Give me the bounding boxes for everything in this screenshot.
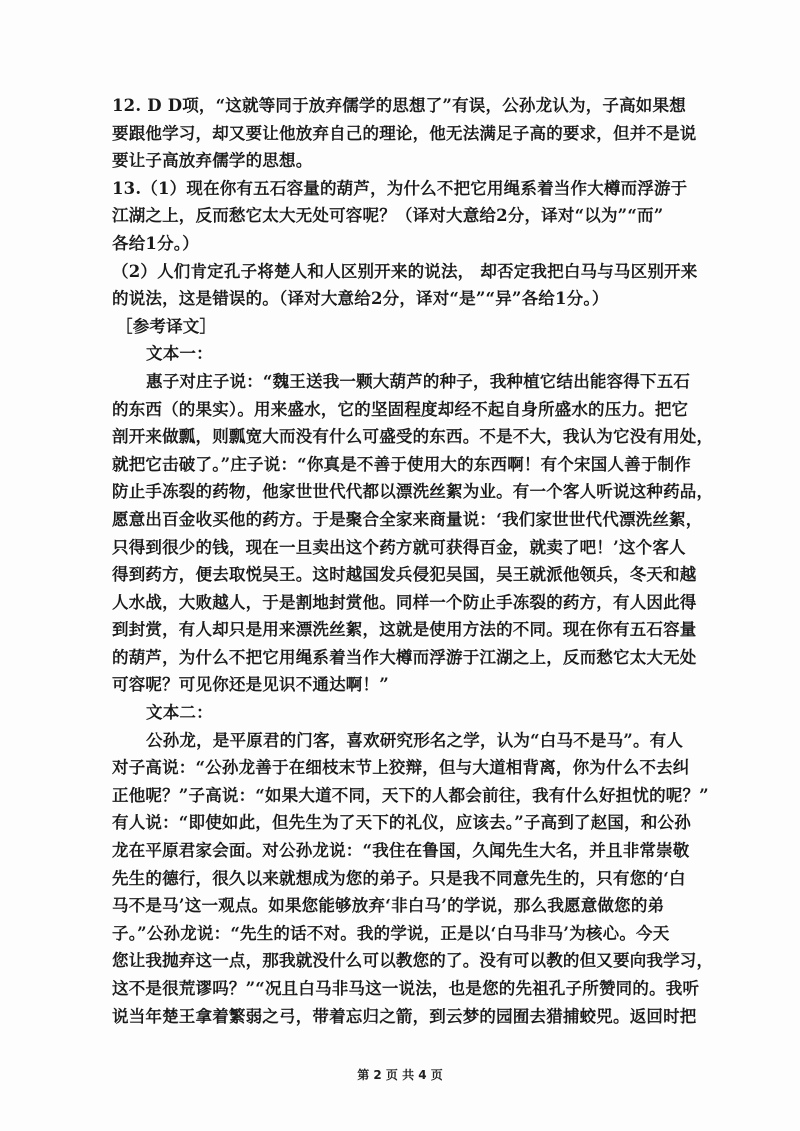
text-one-line-9: 人水战，大败越人，于是割地封赏他。同样一个防止手冻裂的药方，有人因此得	[112, 592, 697, 612]
text-one-line-7: 只得到很少的钱，现在一旦卖出这个药方就可获得百金，就卖了吧！’这个客人	[112, 537, 686, 557]
q13-part2-line-2: 的说法，这是错误的。（译对大意给2分，译对“是”“异”各给1分。）	[112, 289, 609, 309]
q13-part2-line-1: （2）人们肯定孔子将楚人和人区别开来的说法， 却否定我把白马与马区别开来	[112, 261, 698, 281]
text-one-line-4: 就把它击破了。”庄子说：“你真是不善于使用大的东西啊！有个宋国人善于制作	[112, 454, 691, 474]
text-one-line-11: 的葫芦，为什么不把它用绳系着当作大樽而浮游于江湖之上，反而愁它太大无处	[112, 647, 697, 667]
text-two-line-5: 龙在平原君家会面。对公孙龙说：“我住在鲁国，久闻先生大名，并且非常崇敬	[112, 841, 690, 861]
text-two-line-7: 马不是马’这一观点。如果您能够放弃‘非白马’的学说，那么我愿意做您的弟	[112, 896, 665, 916]
q13-line-3: 各给1分。）	[112, 233, 199, 253]
text-two-line-2: 对子高说：“公孙龙善于在细枝末节上狡辩，但与大道相背离，你为什么不去纠	[112, 758, 690, 778]
text-two-line-8: 子。”公孙龙说：“先生的话不对。我的学说，正是以‘白马非马’为核心。今天	[112, 923, 670, 943]
text-one-line-1: 惠子对庄子说：“魏王送我一颗大葫芦的种子，我种植它结出能容得下五石	[146, 371, 691, 391]
text-one-line-8: 得到药方，便去取悦吴王。这时越国发兵侵犯吴国，吴王就派他领兵，冬天和越	[112, 565, 697, 585]
text-two-heading: 文本二：	[146, 703, 213, 723]
page-number-footer: 第 2 页 共 4 页	[357, 1068, 443, 1082]
q13-line-1: 13.（1）现在你有五石容量的葫芦，为什么不把它用绳系着当作大樽而浮游于	[112, 178, 688, 198]
q12-line-1: 12. D D项，“这就等同于放弃儒学的思想了”有误，公孙龙认为，子高如果想	[112, 96, 686, 115]
text-one-line-6: 愿意出百金收买他的药方。于是聚合全家来商量说：‘我们家世世代代漂洗丝絮，	[112, 509, 703, 529]
q13-line-2: 江湖之上，反而愁它太大无处可容呢？（译对大意给2分，译对“以为”“而”	[112, 206, 664, 226]
text-one-line-12: 可容呢？可见你还是见识不通达啊！”	[112, 675, 389, 695]
text-one-line-2: 的东西（的果实）。用来盛水，它的坚固程度却经不起自身所盛水的压力。把它	[112, 399, 689, 419]
text-two-line-3: 正他呢？”子高说：“如果大道不同，天下的人都会前往，我有什么好担忧的呢？”	[112, 785, 709, 805]
reference-translation-heading: ［参考译文］	[116, 316, 217, 336]
text-one-line-5: 防止手冻裂的药物，他家世世代代都以漂洗丝絮为业。有一个客人听说这种药品，	[112, 482, 714, 502]
answer-content	[112, 92, 714, 1030]
text-one-line-10: 到封赏，有人却只是用来漂洗丝絮，这就是使用方法的不同。现在你有五石容量	[112, 620, 697, 640]
q12-line-2: 要跟他学习，却又要让他放弃自己的理论，他无法满足子高的要求，但并不是说	[112, 123, 697, 143]
text-two-line-6: 先生的德行，很久以来就想成为您的弟子。只是我不同意先生的，只有您的‘白	[112, 868, 686, 888]
text-two-line-1: 公孙龙，是平原君的门客，喜欢研究形名之学，认为“白马不是马”。有人	[146, 730, 684, 750]
q12-line-3: 要让子高放弃儒学的思想。	[112, 151, 313, 171]
text-one-line-3: 剖开来做瓢，则瓢宽大而没有什么可盛受的东西。不是不大，我认为它没有用处，	[112, 427, 714, 447]
text-two-line-9: 您让我抛弃这一点，那我就没什么可以教您的了。没有可以教的但又要向我学习，	[112, 951, 714, 971]
text-one-heading: 文本一：	[146, 344, 213, 364]
text-two-line-10: 这不是很荒谬吗？”“况且白马非马这一说法，也是您的先祖孔子所赞同的。我听	[112, 979, 700, 998]
text-two-line-4: 有人说：“即使如此，但先生为了天下的礼仪，应该去。”子高到了赵国，和公孙	[112, 813, 691, 833]
text-two-line-11: 说当年楚王拿着繁弱之弓，带着忘归之箭，到云梦的园囿去猎捕蛟兕。返回时把	[112, 1006, 697, 1026]
